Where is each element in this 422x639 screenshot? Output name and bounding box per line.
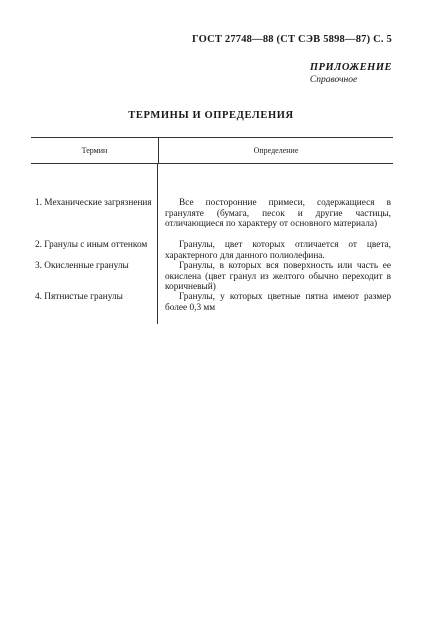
section-title: ТЕРМИНЫ И ОПРЕДЕЛЕНИЯ — [128, 110, 294, 121]
header-definition: Определение — [253, 146, 299, 155]
terms-table — [31, 137, 393, 324]
table-header — [31, 137, 393, 164]
terms-column — [31, 164, 158, 324]
term-2: 2. Гранулы с иным оттенком — [35, 240, 148, 250]
appendix-subtitle: Справочное — [309, 75, 358, 85]
appendix-block — [310, 62, 392, 85]
header-term: Термин — [31, 138, 159, 163]
document-header: ГОСТ 27748—88 (СТ СЭВ 5898—87) С. 5 — [191, 34, 392, 45]
definition-1: Все посторонние примеси, содержащиеся в грануляте (бумага, песок и другие частицы, отличающиеся по характеру от основного материала) — [165, 198, 391, 230]
term-4: 4. Пятнистые гранулы — [35, 292, 123, 302]
table-body — [31, 164, 393, 324]
term-1: 1. Механические загрязнения — [35, 198, 152, 208]
definition-4: Гранулы, у которых цветные пятна имеют размер более 0,3 мм — [165, 292, 391, 313]
definitions-column — [158, 164, 393, 324]
definition-3: Гранулы, в которых вся поверхность или часть ее окислена (цвет гранул из желтого обычно переходит в коричневый) — [165, 261, 391, 293]
term-3: 3. Окисленные гранулы — [35, 261, 129, 271]
appendix-title: ПРИЛОЖЕНИЕ — [309, 62, 392, 73]
definition-2: Гранулы, цвет которых отличается от цвета, характерного для данного полиолефина. — [165, 240, 391, 261]
